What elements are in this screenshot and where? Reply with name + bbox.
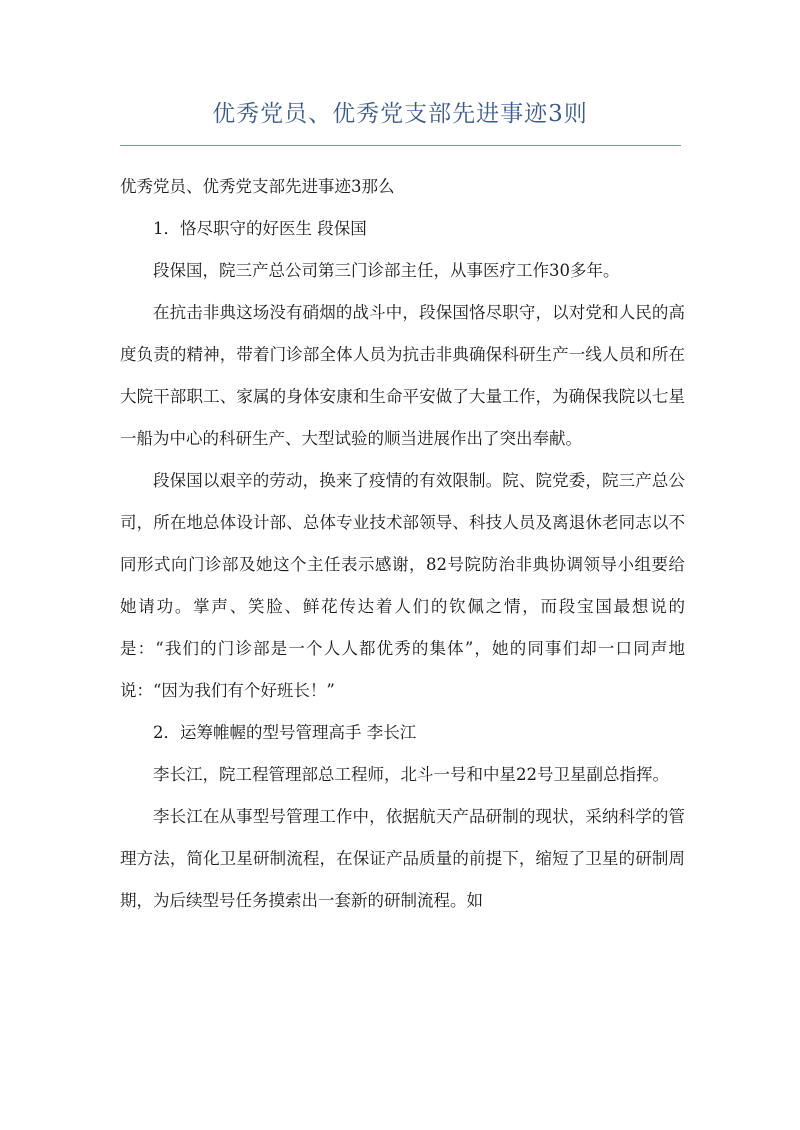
section-heading-2: 2．运筹帷幄的型号管理高手 李长江: [153, 723, 417, 742]
paragraph: 李长江，院工程管理部总工程师，北斗一号和中星22号卫星副总指挥。: [153, 765, 669, 784]
document-body: [120, 166, 685, 922]
section-heading-1: 1．恪尽职守的好医生 段保国: [153, 219, 367, 238]
paragraph: 李长江在从事型号管理工作中，依据航天产品研制的现状，采纳科学的管理方法，简化卫星研制流程，在保证产品质量的前提下，缩短了卫星的研制周期，为后续型号任务摸索出一套新的研制流程。如: [120, 807, 685, 910]
paragraph: 段保国，院三产总公司第三门诊部主任，从事医疗工作30多年。: [153, 261, 620, 280]
document-title: 优秀党员、优秀党支部先进事迹3则: [212, 101, 588, 127]
title-divider: [120, 145, 681, 146]
paragraph: 在抗击非典这场没有硝烟的战斗中，段保国恪尽职守，以对党和人民的高度负责的精神，带着门诊部全体人员为抗击非典确保科研生产一线人员和所在大院干部职工、家属的身体安康和生命平安做了大量工作，为确保我院以七星一船为中心的科研生产、大型试验的顺当进展作出了突出奉献。: [120, 303, 685, 448]
intro-line: 优秀党员、优秀党支部先进事迹3那么: [120, 177, 395, 196]
paragraph: 段保国以艰辛的劳动，换来了疫情的有效限制。院、院党委，院三产总公司，所在地总体设计部、总体专业技术部领导、科技人员及离退休老同志以不同形式向门诊部及她这个主任表示感谢，82号院防治非典协调领导小组要给她请功。掌声、笑脸、鲜花传达着人们的钦佩之情，而段宝国最想说的是：“我们的门诊部是一个人人都优秀的集体”，她的同事们却一口同声地说：“因为我们有个好班长！”: [120, 471, 685, 700]
